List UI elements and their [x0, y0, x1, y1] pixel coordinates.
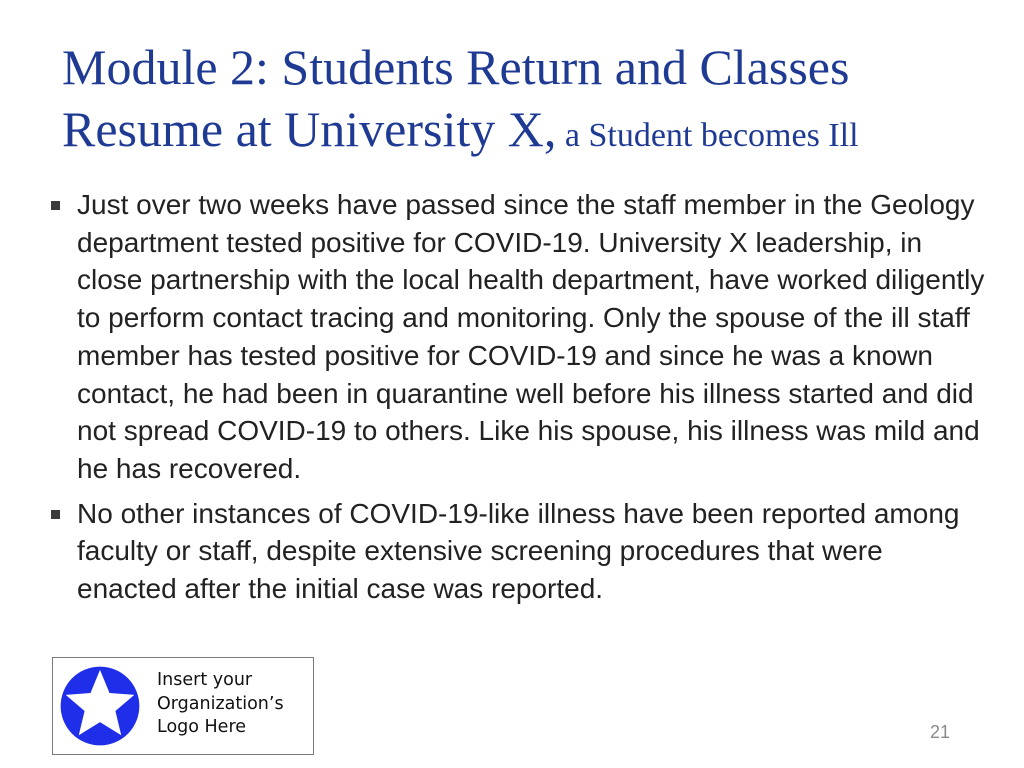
logo-text-line: Organization’s — [157, 693, 284, 714]
slide-title — [62, 36, 1002, 167]
slide-title-sub: a Student becomes Ill — [556, 117, 859, 154]
square-bullet-icon — [51, 510, 60, 519]
bullet-item — [50, 495, 990, 608]
slide-title-main: Module 2: Students Return and Classes Resume at University X, — [62, 39, 850, 157]
logo-text-line: Logo Here — [157, 717, 247, 737]
bullet-item — [50, 186, 990, 488]
bullet-list — [50, 186, 990, 615]
logo-placeholder-text — [157, 669, 307, 740]
star-icon — [59, 665, 141, 747]
logo-placeholder — [52, 657, 314, 755]
bullet-text: Just over two weeks have passed since the staff member in the Geology department tested positive for COVID-19. University X leadership, in close partnership with the local health department, have worked diligently to perform contact tracing and monitoring. Only the spouse of the ill staff member has tested positive for COVID-19 and since he was a known contact, he had been in quarantine well before his illness started and did not spread COVID-19 to others. Like his spouse, his illness was mild and he has recovered. — [77, 189, 985, 484]
page-number: 21 — [930, 722, 951, 742]
square-bullet-icon — [51, 201, 60, 210]
bullet-text: No other instances of COVID-19-like illness have been reported among faculty or staff, despite extensive screening procedures that were enacted after the initial case was reported. — [77, 497, 960, 605]
logo-text-line: Insert your — [157, 670, 253, 690]
